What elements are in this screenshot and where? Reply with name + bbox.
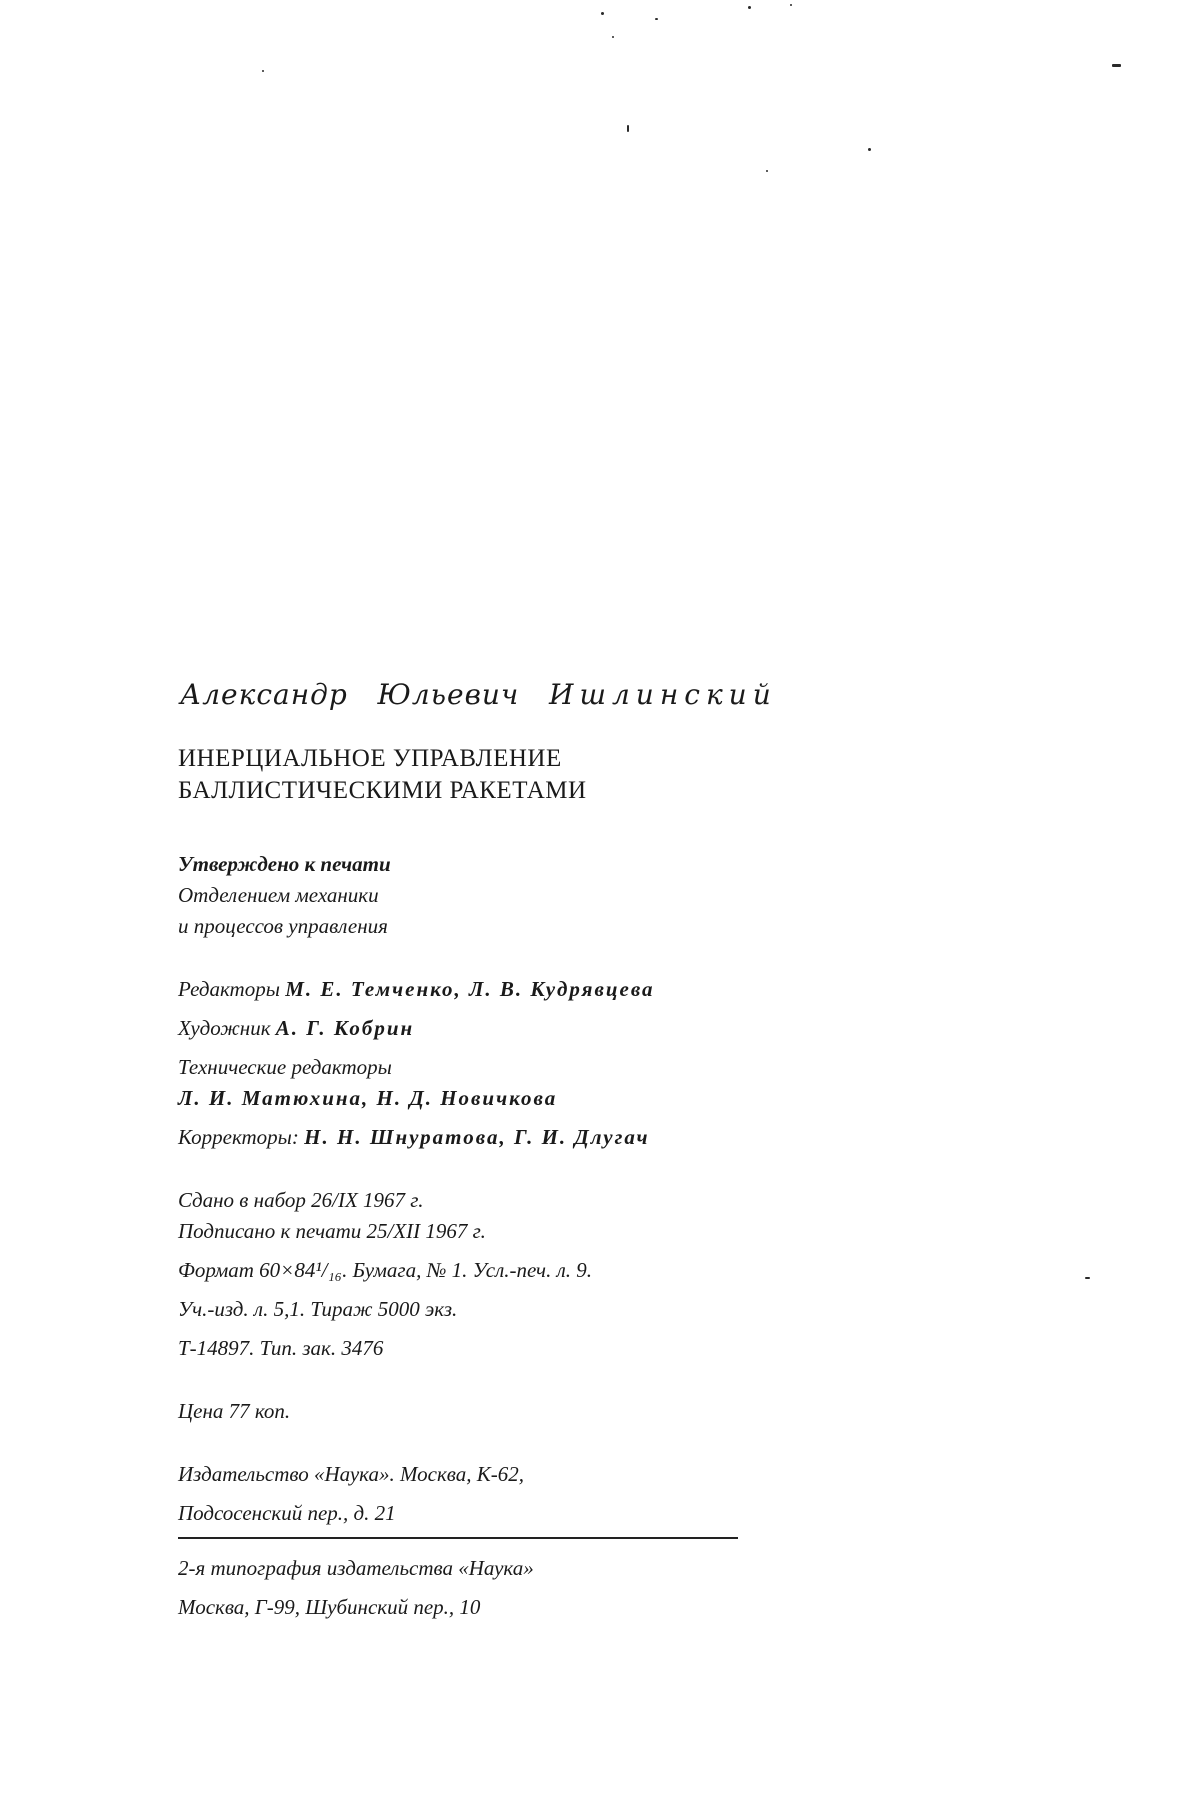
approval-block xyxy=(178,849,958,942)
price-block xyxy=(178,1396,958,1427)
publisher-line-1: Издательство «Наука». Москва, К-62, xyxy=(178,1462,524,1486)
sent-to-typesetting: Сдано в набор 26/IX 1967 г. xyxy=(178,1188,424,1212)
scan-speck xyxy=(627,125,629,132)
tech-editors-label: Технические редакторы xyxy=(178,1055,392,1079)
author-last-name: Ишлинский xyxy=(549,678,777,711)
scan-speck xyxy=(1085,1277,1090,1279)
artist-label: Художник xyxy=(178,1016,271,1040)
printer-block xyxy=(178,1553,958,1623)
publisher-block xyxy=(178,1459,958,1529)
editors-line xyxy=(178,974,958,1005)
book-title-line-1: ИНЕРЦИАЛЬНОЕ УПРАВЛЕНИЕ xyxy=(178,745,562,772)
scan-speck xyxy=(868,148,871,151)
proofreaders-line xyxy=(178,1122,958,1153)
scan-speck xyxy=(1112,64,1121,67)
artist-line xyxy=(178,1013,958,1044)
printer-line-2: Москва, Г-99, Шубинский пер., 10 xyxy=(178,1595,481,1619)
scan-speck xyxy=(655,18,658,20)
scan-speck xyxy=(790,4,792,6)
price: Цена 77 коп. xyxy=(178,1399,291,1423)
tech-editors-names: Л. И. Матюхина, Н. Д. Новичкова xyxy=(178,1086,558,1110)
author-name xyxy=(180,678,958,711)
publisher-line-2: Подсосенский пер., д. 21 xyxy=(178,1501,396,1525)
approval-line-3: и процессов управления xyxy=(178,914,388,938)
scan-speck xyxy=(262,70,264,72)
artist-name: А. Г. Кобрин xyxy=(275,1016,415,1040)
author-middle-name: Юльевич xyxy=(377,678,520,711)
approval-line-2: Отделением механики xyxy=(178,883,379,907)
proofreaders-names: Н. Н. Шнуратова, Г. И. Длугач xyxy=(304,1125,650,1149)
volume-line: Уч.-изд. л. 5,1. Тираж 5000 экз. xyxy=(178,1297,458,1321)
colophon xyxy=(178,678,958,1623)
signed-for-print: Подписано к печати 25/XII 1967 г. xyxy=(178,1219,486,1243)
printer-line-1: 2-я типография издательства «Наука» xyxy=(178,1556,534,1580)
editors-names: М. Е. Темченко, Л. В. Кудрявцева xyxy=(285,977,655,1001)
scan-speck xyxy=(612,36,614,38)
scan-speck xyxy=(601,12,604,15)
scan-speck xyxy=(766,170,768,172)
credits-block xyxy=(178,974,958,1153)
editors-label: Редакторы xyxy=(178,977,280,1001)
book-title xyxy=(178,743,958,807)
approval-line-1: Утверждено к печати xyxy=(178,852,391,876)
book-title-line-2: БАЛЛИСТИЧЕСКИМИ РАКЕТАМИ xyxy=(178,777,587,804)
divider-rule xyxy=(178,1537,738,1539)
format-line: Формат 60×84¹/₁₆. Бумага, № 1. Усл.-печ. л. 9. xyxy=(178,1258,592,1282)
scan-speck xyxy=(748,6,751,9)
printing-block xyxy=(178,1185,958,1364)
author-first-name: Александр xyxy=(180,678,348,711)
order-line: Т-14897. Тип. зак. 3476 xyxy=(178,1336,384,1360)
proofreaders-label: Корректоры: xyxy=(178,1125,299,1149)
